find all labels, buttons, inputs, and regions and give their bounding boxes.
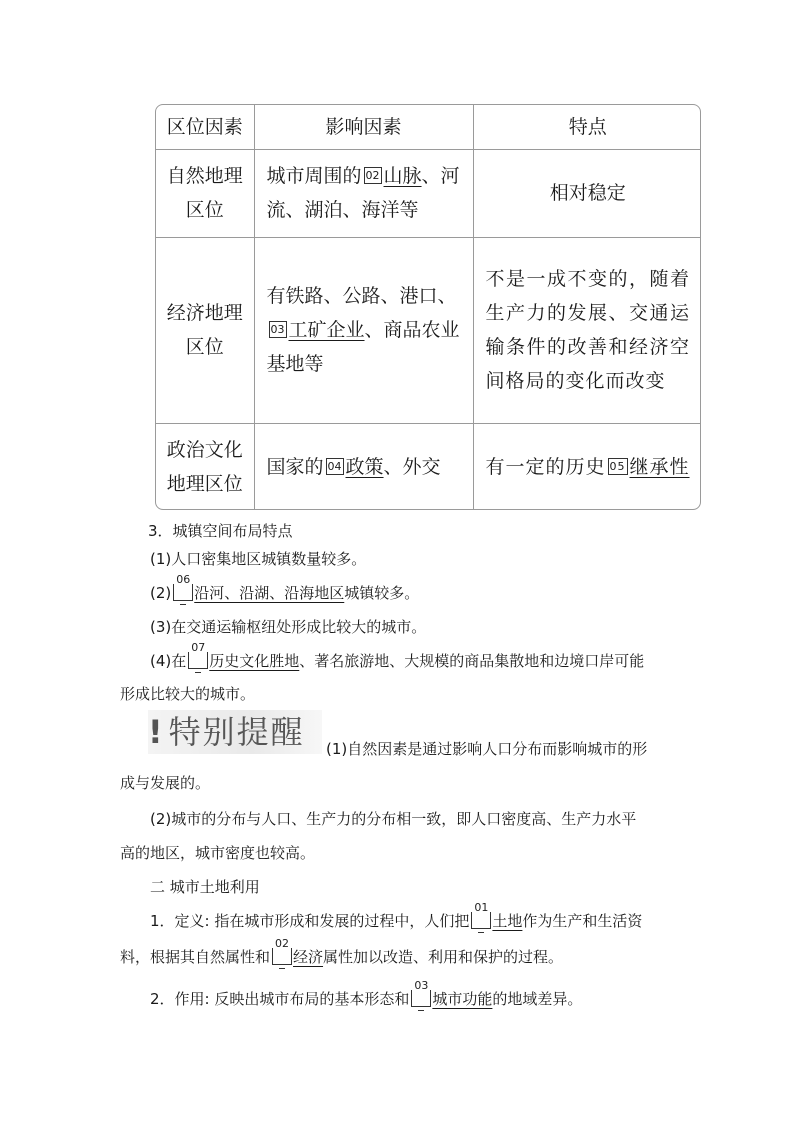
blank-marker <box>471 901 491 929</box>
blank-marker <box>173 573 193 601</box>
blank-number: 06 <box>176 573 191 586</box>
section3-item-4-cont: 形成比较大的城市。 <box>120 685 256 703</box>
text: 国家的 <box>266 456 324 479</box>
banner-title: 特别提醒 <box>168 713 305 751</box>
reminder-p2: (2)城市的分布与人口、生产力的分布相一致，即人口密度高、生产力水平 <box>150 810 637 828</box>
exclamation-icon: ! <box>148 713 165 751</box>
answer-underline: 经济 <box>293 948 324 966</box>
blank-number: 02 <box>275 937 290 950</box>
text: 、商品农业基地等 <box>266 319 460 375</box>
blank-number: 01 <box>474 901 489 914</box>
role-line <box>150 979 583 1009</box>
text: 、外交 <box>383 456 441 479</box>
influence-cell <box>254 423 473 510</box>
header-feature: 特点 <box>473 105 701 149</box>
text: 、河流、湖泊、海洋等 <box>266 165 460 221</box>
table-row <box>156 149 701 237</box>
section3-item-2 <box>150 573 420 603</box>
answer-underline: 继承性 <box>629 456 690 479</box>
section3-item-4 <box>150 641 645 671</box>
influence-cell <box>254 149 473 237</box>
reminder-p1: (1)自然因素是通过影响人口分布而影响城市的形 <box>326 740 648 758</box>
text: 城市周围的 <box>266 165 362 187</box>
influence-cell <box>254 237 473 423</box>
blank-number: 07 <box>191 641 206 654</box>
location-factors-table <box>155 104 701 510</box>
text: 作为生产和生活资 <box>522 912 643 930</box>
text: (2) <box>150 584 172 602</box>
answer-underline: 土地 <box>492 912 523 930</box>
factor-cell: 自然地理区位 <box>156 149 254 237</box>
blank-number: 03 <box>414 979 429 992</box>
land-use-heading: 二 城市土地利用 <box>150 878 260 896</box>
text: 、著名旅游地、大规模的商品集散地和边境口岸可能 <box>299 652 645 670</box>
blank-number: 03 <box>270 323 285 336</box>
blank-number: 04 <box>327 460 342 474</box>
reminder-p1-cont: 成与发展的。 <box>120 774 211 792</box>
section3-item-1: (1)人口密集地区城镇数量较多。 <box>150 550 367 568</box>
answer-underline: 工矿企业 <box>288 319 365 341</box>
table-header-row <box>156 105 701 149</box>
definition-label: 1．定义: <box>150 912 210 930</box>
blank-marker <box>272 937 292 965</box>
blank-marker <box>188 641 208 669</box>
table-row <box>156 423 701 510</box>
table-row <box>156 237 701 423</box>
answer-underline: 城市功能 <box>432 990 493 1008</box>
factor-cell: 政治文化地理区位 <box>156 423 254 510</box>
role-label: 2．作用: <box>150 990 210 1008</box>
text: 指在城市形成和发展的过程中，人们把 <box>209 912 470 930</box>
answer-underline: 沿河、沿湖、沿海地区 <box>194 584 345 602</box>
answer-underline: 政策 <box>345 456 384 479</box>
text: 属性加以改造、利用和保护的过程。 <box>323 948 564 966</box>
text: 的地域差异。 <box>492 990 583 1008</box>
blank-number: 05 <box>609 460 626 474</box>
section3-heading: 3．城镇空间布局特点 <box>148 522 293 540</box>
feature-cell: 相对稳定 <box>473 149 701 237</box>
text: 有铁路、公路、港口、 <box>266 285 457 307</box>
blank-marker <box>411 979 431 1007</box>
text: (4)在 <box>150 652 187 670</box>
header-influence: 影响因素 <box>254 105 473 149</box>
text: 料，根据其自然属性和 <box>120 948 271 966</box>
factor-cell: 经济地理区位 <box>156 237 254 423</box>
answer-underline: 山脉 <box>383 165 422 187</box>
definition-line <box>150 901 643 931</box>
reminder-p2-cont: 高的地区，城市密度也较高。 <box>120 844 316 862</box>
answer-underline: 历史文化胜地 <box>209 652 300 670</box>
text: 反映出城市布局的基本形态和 <box>209 990 410 1008</box>
text: 城镇较多。 <box>344 584 420 602</box>
section3-item-3: (3)在交通运输枢纽处形成比较大的城市。 <box>150 618 427 636</box>
definition-line-2 <box>120 937 564 967</box>
header-factor: 区位因素 <box>156 105 254 149</box>
feature-cell: 不是一成不变的，随着生产力的发展、交通运输条件的改善和经济空间格局的变化而改变 <box>473 237 701 423</box>
text: 有一定的历史 <box>485 456 606 479</box>
feature-cell <box>473 423 701 510</box>
special-reminder-banner <box>148 710 322 754</box>
blank-number: 02 <box>365 169 380 182</box>
